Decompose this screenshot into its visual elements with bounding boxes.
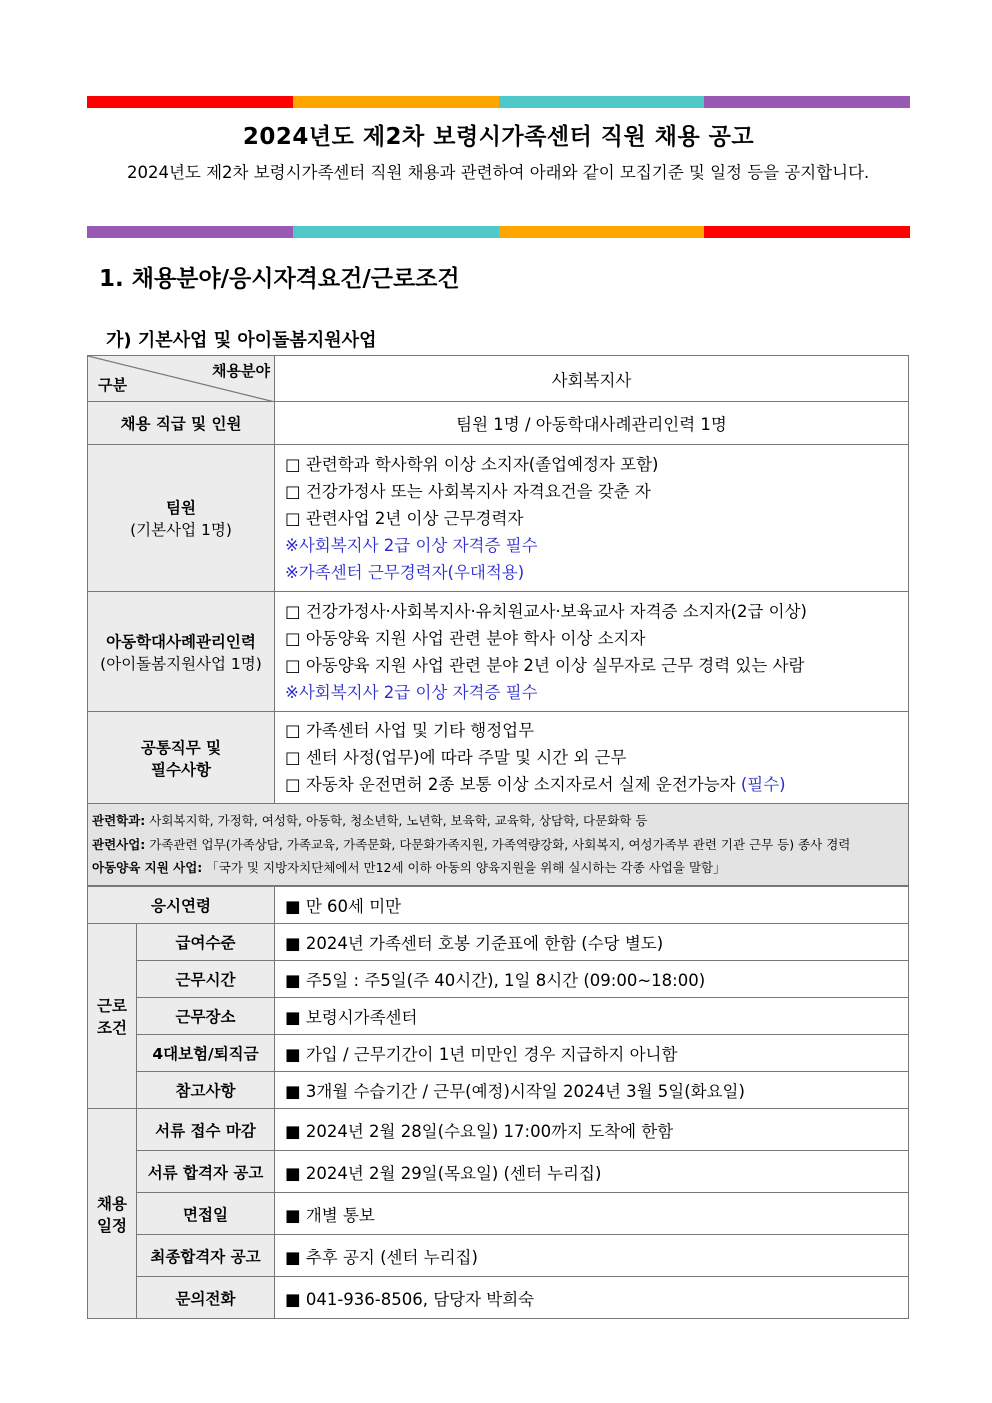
page-title: 2024년도 제2차 보령시가족센터 직원 채용 공고 bbox=[242, 124, 755, 150]
work-group-label: 근로 조건 bbox=[88, 924, 137, 1109]
team-label: 팀원 bbox=[166, 499, 196, 517]
schedule-value: ■ 추후 공지 (센터 누리집) bbox=[275, 1235, 909, 1277]
team-item: □ 건강가정사 또는 사회복지사 자격요건을 갖춘 자 bbox=[285, 481, 651, 501]
team-item: □ 관련사업 2년 이상 근무경력자 bbox=[285, 508, 524, 528]
work-label: 근무장소 bbox=[137, 998, 275, 1035]
child-item: □ 아동양육 지원 사업 관련 분야 학사 이상 소지자 bbox=[285, 628, 646, 648]
common-label-1: 공통직무 및 bbox=[140, 738, 222, 757]
schedule-value: ■ 개별 통보 bbox=[275, 1193, 909, 1235]
schedule-value: ■ 2024년 2월 29일(목요일) (센터 누리집) bbox=[275, 1151, 909, 1193]
position-value: 팀원 1명 / 아동학대사례관리인력 1명 bbox=[275, 402, 909, 445]
team-item: □ 관련학과 학사학위 이상 소지자(졸업예정자 포함) bbox=[285, 454, 659, 474]
common-requirements bbox=[275, 712, 909, 804]
child-item: □ 건강가정사·사회복지사·유치원교사·보육교사 자격증 소지자(2급 이상) bbox=[285, 601, 807, 621]
work-value: ■ 주5일 : 주5일(주 40시간), 1일 8시간 (09:00~18:00) bbox=[275, 961, 909, 998]
header-value: 사회복지사 bbox=[275, 356, 909, 402]
footnote: 아동양육 지원 사업: 「국가 및 지방자치단체에서 만12세 이하 아동의 양육지원을 위해 실시하는 각종 사업을 말함」 bbox=[92, 860, 726, 876]
header-div-label: 구분 bbox=[98, 376, 127, 394]
footnote: 관련학과: 사회복지학, 가정학, 여성학, 아동학, 청소년학, 노년학, 보육학, 교육학, 상담학, 다문화학 등 bbox=[92, 813, 648, 829]
schedule-label: 면접일 bbox=[137, 1193, 275, 1235]
team-note: ※가족센터 근무경력자(우대적용) bbox=[285, 562, 525, 582]
diagonal-header-cell bbox=[88, 356, 275, 402]
work-label: 급여수준 bbox=[137, 924, 275, 961]
footnote: 관련사업: 가족관련 업무(가족상담, 가족교육, 가족문화, 다문화가족지원, 가족역량강화, 사회복지, 여성가족부 관련 기관 근무 등) 종사 경력 bbox=[92, 836, 851, 852]
common-item: □ 센터 사정(업무)에 따라 주말 및 시간 외 근무 bbox=[285, 748, 627, 767]
team-label-cell bbox=[88, 445, 275, 592]
schedule-group-label: 채용 일정 bbox=[88, 1109, 137, 1319]
child-note: ※사회복지사 2급 이상 자격증 필수 bbox=[285, 682, 538, 702]
work-value: ■ 3개월 수습기간 / 근무(예정)시작일 2024년 3월 5일(화요일) bbox=[275, 1072, 909, 1109]
work-value: ■ 2024년 가족센터 호봉 기준표에 한함 (수당 별도) bbox=[275, 924, 909, 961]
header-field-label: 채용분야 bbox=[212, 362, 270, 380]
intro-text: 2024년도 제2차 보령시가족센터 직원 채용과 관련하여 아래와 같이 모집기준 및 일정 등을 공지합니다. bbox=[126, 163, 870, 182]
team-requirements bbox=[275, 445, 909, 592]
top-color-bar bbox=[87, 96, 910, 108]
work-label: 근무시간 bbox=[137, 961, 275, 998]
work-label: 4대보험/퇴직금 bbox=[137, 1035, 275, 1072]
common-label-2: 필수사항 bbox=[151, 760, 211, 779]
child-item: □ 아동양육 지원 사업 관련 분야 2년 이상 실무자로 근무 경력 있는 사람 bbox=[285, 655, 805, 675]
child-label-cell bbox=[88, 592, 275, 712]
position-label: 채용 직급 및 인원 bbox=[88, 402, 275, 445]
age-label: 응시연령 bbox=[88, 887, 275, 924]
team-sub: (기본사업 1명) bbox=[130, 521, 232, 539]
child-sub: (아이돌봄지원사업 1명) bbox=[100, 654, 262, 673]
child-requirements bbox=[275, 592, 909, 712]
age-value: ■ 만 60세 미만 bbox=[275, 887, 909, 924]
conditions-table bbox=[87, 886, 909, 1319]
bottom-color-bar bbox=[87, 226, 910, 238]
common-label-cell bbox=[88, 712, 275, 804]
team-note: ※사회복지사 2급 이상 자격증 필수 bbox=[285, 535, 538, 555]
schedule-value: ■ 2024년 2월 28일(수요일) 17:00까지 도착에 한함 bbox=[275, 1109, 909, 1151]
schedule-label: 서류 접수 마감 bbox=[137, 1109, 275, 1151]
common-item: □ 자동차 운전면허 2종 보통 이상 소지자로서 실제 운전가능자 (필수) bbox=[285, 775, 786, 794]
section-heading: 1. 채용분야/응시자격요건/근로조건 bbox=[99, 266, 460, 292]
work-value: ■ 보령시가족센터 bbox=[275, 998, 909, 1035]
required-mark: (필수) bbox=[740, 775, 786, 794]
schedule-label: 최종합격자 공고 bbox=[137, 1235, 275, 1277]
child-label: 아동학대사례관리인력 bbox=[106, 632, 256, 651]
common-item: □ 가족센터 사업 및 기타 행정업무 bbox=[285, 721, 535, 740]
requirements-table bbox=[87, 355, 909, 886]
schedule-value: ■ 041-936-8506, 담당자 박희숙 bbox=[275, 1277, 909, 1319]
work-value: ■ 가입 / 근무기간이 1년 미만인 경우 지급하지 아니함 bbox=[275, 1035, 909, 1072]
schedule-label: 문의전화 bbox=[137, 1277, 275, 1319]
subsection-heading: 가) 기본사업 및 아이돌봄지원사업 bbox=[106, 330, 377, 351]
work-label: 참고사항 bbox=[137, 1072, 275, 1109]
schedule-label: 서류 합격자 공고 bbox=[137, 1151, 275, 1193]
footnotes bbox=[88, 804, 909, 886]
